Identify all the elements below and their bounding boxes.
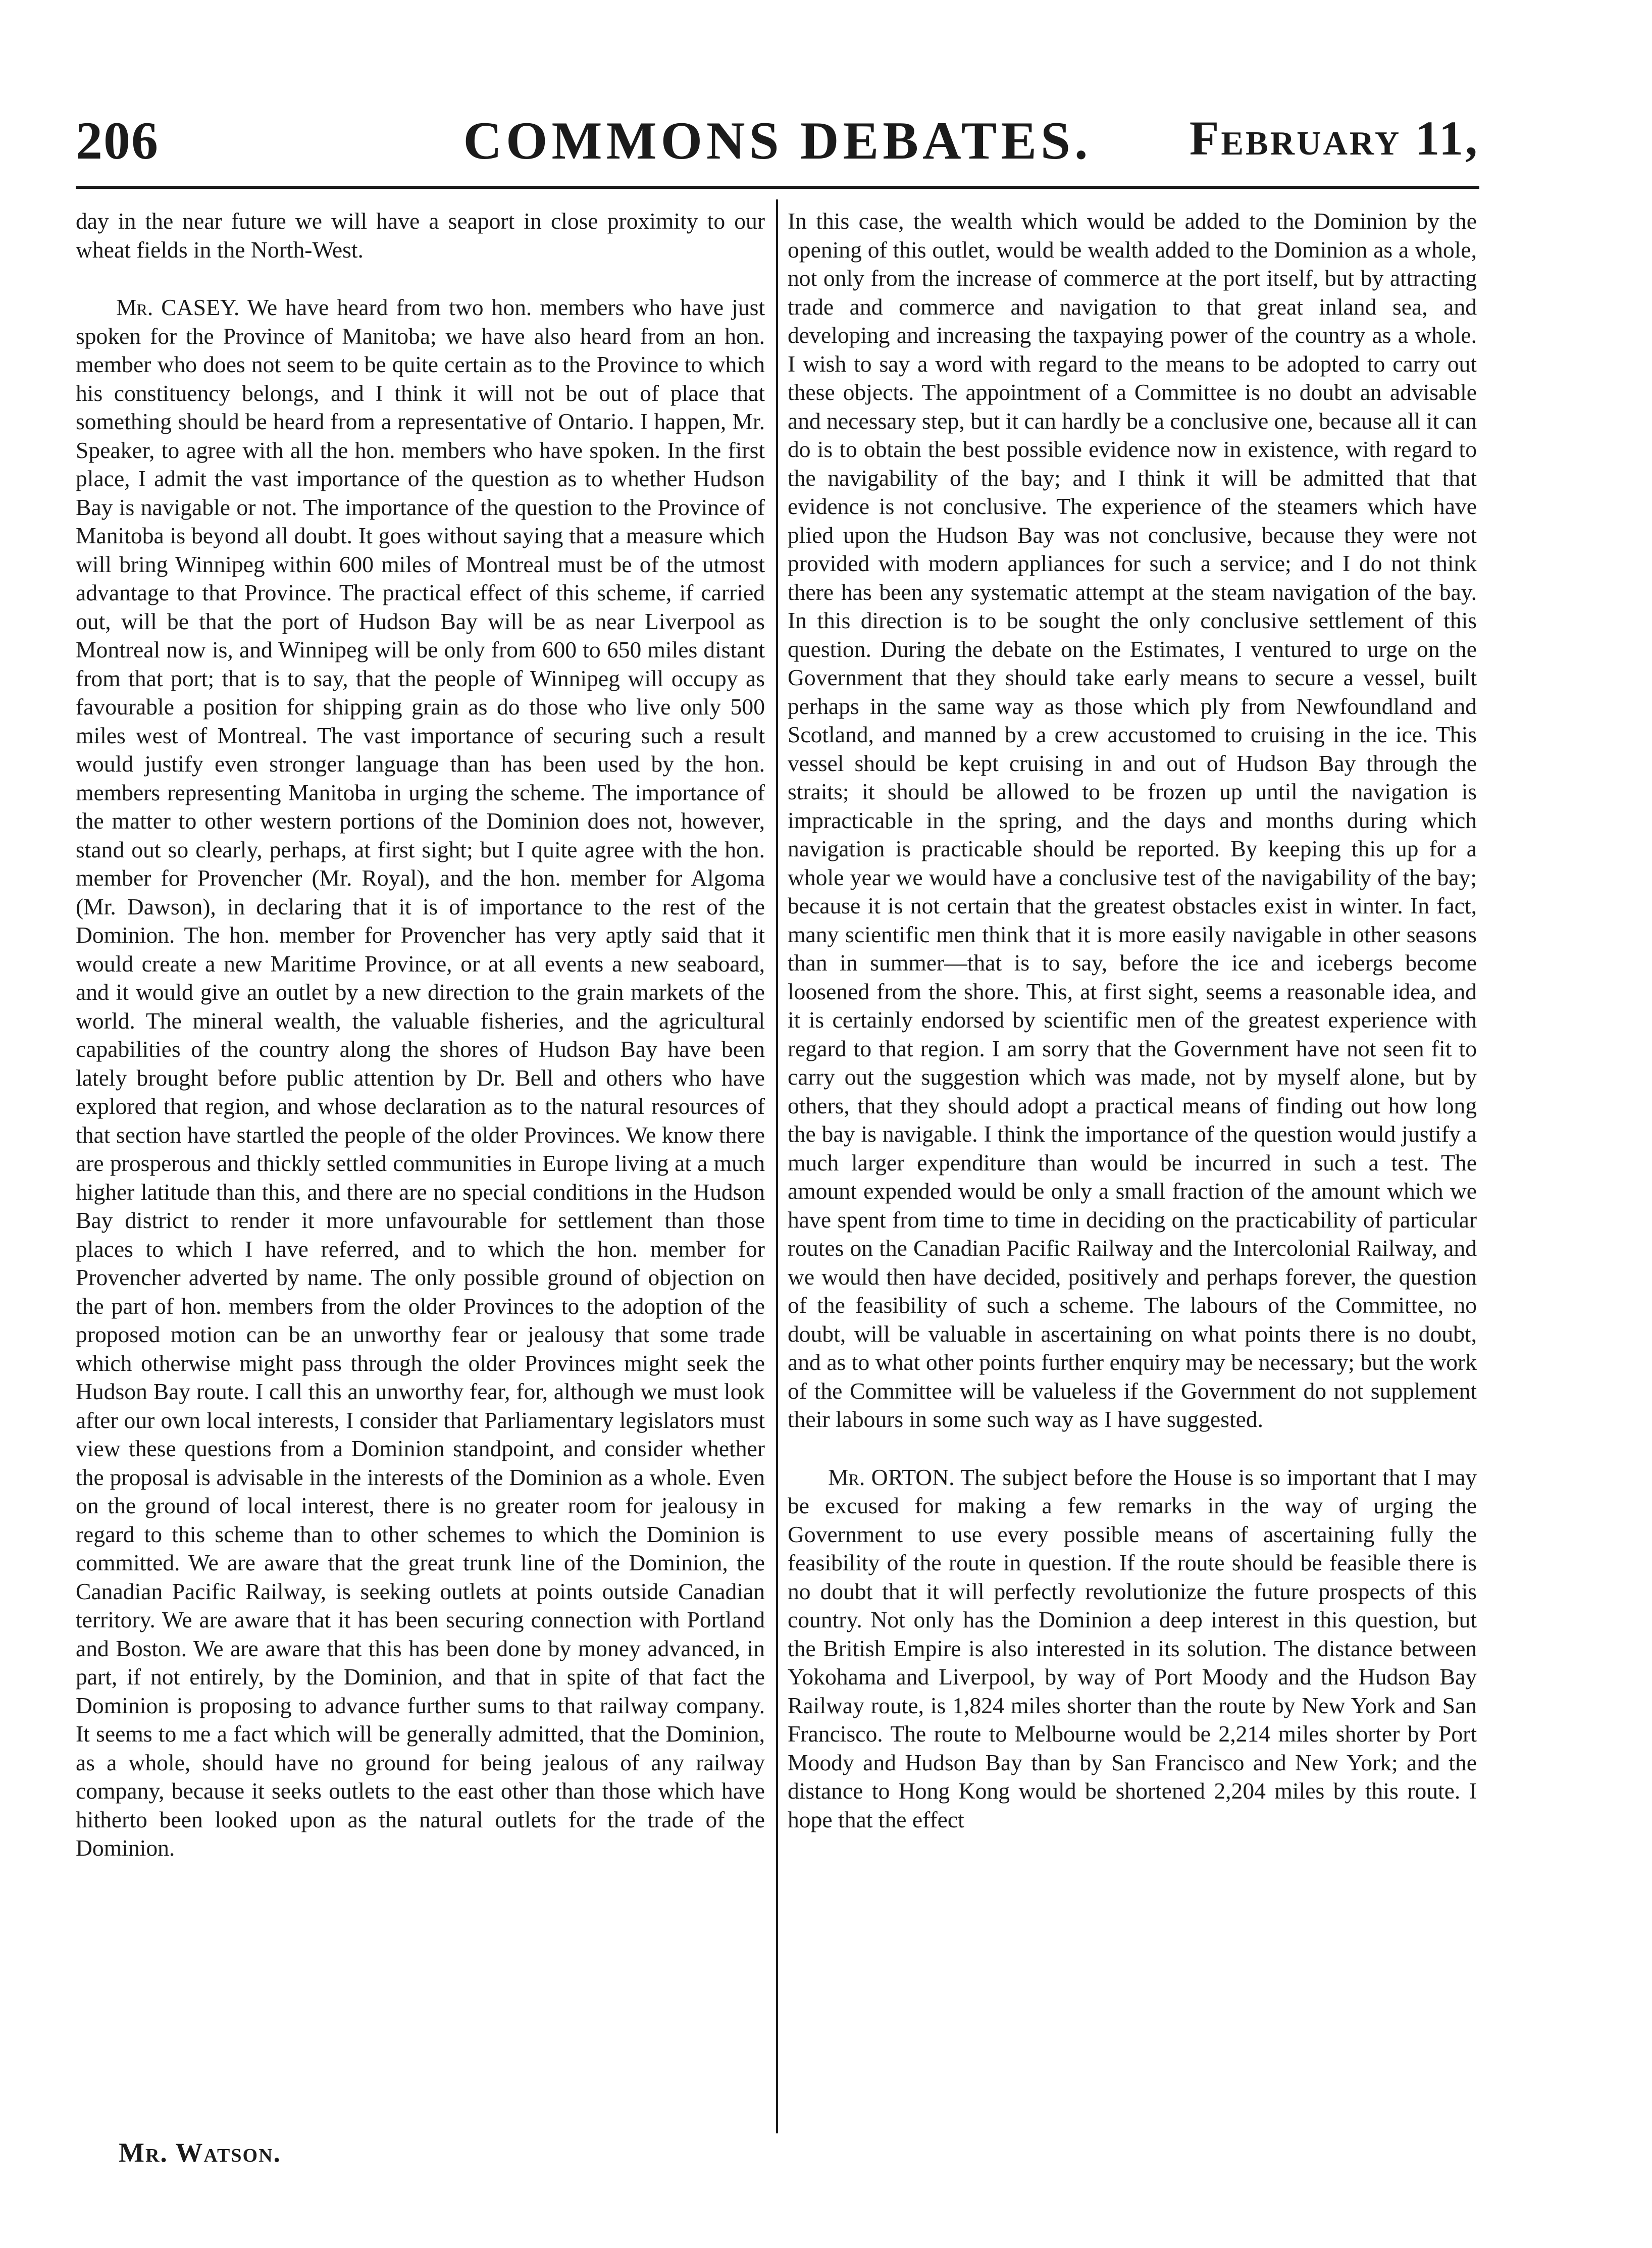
speech-text: We have heard from two hon. members who have just spoken for the Province of Manitoba; we have also heard from an hon. member who does not seem to be quite certain as to the Province to which his constituency belongs, and I think it will not be out of place that something should be heard from a representative of Ontario. I happen, Mr. Speaker, to agree with all the hon. members who have spoken. In the first place, I admit the vast importance of the question as to whether Hudson Bay is navigable or not. The importance of the question to the Province of Manitoba is beyond all doubt. It goes without saying that a measure which will bring Winnipeg within 600 miles of Montreal must be of the utmost advantage to that Province. The practical effect of this scheme, if carried out, will be that the port of Hudson Bay will be as near Liverpool as Montreal now is, and Winnipeg will be only from 600 to 650 miles distant from that port; that is to say, that the people of Winnipeg will occupy as favourable a position for shipping grain as do those who live only 500 miles west of Montreal. The vast importance of securing such a result would justify even stronger language than has been used by the hon. members representing Manitoba in urging the scheme. The importance of the matter to other western portions of the Dominion does not, however, stand out so clearly, perhaps, at first sight; but I quite agree with the hon. member for Provencher (Mr. Royal), and the hon. member for Algoma (Mr. Dawson), in declaring that it is of importance to the rest of the Dominion. The hon. member for Provencher has very aptly said that it would create a new Maritime Province, or at all events a new seaboard, and it would give an outlet by a new direction to the grain markets of the world. The mineral wealth, the valuable fisheries, and the agricultural capabilities of the country along the shores of Hudson Bay have been lately brought before public attention by Dr. Bell and others who have explored that region, and whose declaration as to the natural resources of that section have startled the people of the older Provinces. We know there are prosperous and thickly settled communities in Europe living at a much higher latitude than this, and there are no special conditions in the Hudson Bay district to render it more unfavourable for settlement than those places to which I have referred, and to which the hon. member for Provencher adverted by name. The only possible ground of objection on the part of hon. members from the older Provinces to the adoption of the proposed motion can be an unworthy fear or jealousy that some trade which otherwise might pass through the older Provinces might seek the Hudson Bay route. I call this an unworthy fear, for, although we must look after our own local interests, I consider that Parliamentary legislators must view these questions from a Dominion standpoint, and consider whether the proposal is advisable in the interests of the Dominion as a whole. Even on the ground of local interest, there is no greater room for jealousy in regard to this scheme than to other schemes to which the Dominion is committed. We are aware that the great trunk line of the Dominion, the Canadian Pacific Railway, is seeking outlets at points outside Canadian territory. We are aware that it has been securing connection with Portland and Boston. We are aware that this has been done by money advanced, in part, if not entirely, by the Dominion, and that in spite of that fact the Dominion is proposing to advance further sums to that railway company. It seems to me a fact which will be generally admitted, that the Dominion, as a whole, should have no ground for being jealous of any railway company, because it seeks outlets to the east other than those which have hitherto been looked upon as the natural outlets for the trade of the Dominion. (76, 294, 765, 1861)
speech-paragraph (788, 1463, 1477, 1834)
page-number: 206 (76, 111, 159, 170)
paragraph-continued: In this case, the wealth which would be added to the Dominion by the opening of this outlet, would be wealth added to the Dominion as a whole, not only from the increase of commerce at the port itself, but by attracting trade and commerce and navigation to that great inland sea, and developing and increasing the taxpaying power of the country as a whole. I wish to say a word with regard to the means to be adopted to carry out these objects. The appointment of a Committee is no doubt an advisable and necessary step, but it can hardly be a conclusive one, because all it can do is to obtain the best possible evidence now in existence, with regard to the navigability of the bay; and I think it will be admitted that that evidence is not conclusive. The experience of the steamers which have plied upon the Hudson Bay was not conclusive, because they were not provided with modern appliances for such a service; and I do not think there has been any systematic attempt at the steam navigation of the bay. In this direction is to be sought the only conclusive settlement of this question. During the debate on the Estimates, I ventured to urge on the Government that they should take early means to secure a vessel, built perhaps in the same way as those which ply from Newfoundland and Scotland, and manned by a crew accustomed to cruising in the ice. This vessel should be kept cruising in and out of Hudson Bay through the straits; it should be allowed to be frozen up until the navigation is impracticable in the spring, and the days and months during which navigation is practicable should be reported. By keeping this up for a whole year we would have a conclusive test of the navigability of the bay; because it is not certain that the greatest obstacles exist in winter. In fact, many scientific men think that it is more easily navigable in other seasons than in summer—that is to say, before the ice and icebergs become loosened from the shore. This, at first sight, seems a reasonable idea, and it is certainly endorsed by scientific men of the greatest experience with regard to that region. I am sorry that the Government have not seen fit to carry out the suggestion which was made, not by myself alone, but by others, that they should adopt a practical means of finding out how long the bay is navigable. I think the importance of the question would justify a much larger expenditure than would be incurred in such a test. The amount expended would be only a small fraction of the amount which we have spent from time to time in deciding on the practicability of particular routes on the Canadian Pacific Railway and the Intercolonial Railway, and we would then have decided, positively and perhaps forever, the question of the feasibility of such a scheme. The labours of the Committee, no doubt, will be valuable in ascertaining on what points there is no doubt, and as to what other points further enquiry may be necessary; but the work of the Committee will be valueless if the Government do not supplement their labours in some such way as I have suggested. (788, 208, 1477, 1432)
header-rule (76, 186, 1479, 189)
paragraph-continued: day in the near future we will have a seaport in close proximity to our wheat fields in the North-West. (76, 208, 765, 263)
column-divider (776, 199, 778, 2133)
right-column (788, 207, 1477, 2136)
page-title: COMMONS DEBATES. (463, 111, 1092, 170)
speech-text: The subject before the House is so important that I may be excused for making a few remarks in the way of urging the Government to use every possible means of ascertaining fully the feasibility of the route in question. If the route should be feasible there is no doubt that it will perfectly revolutionize the future prospects of this country. Not only has the Dominion a deep interest in this question, but the British Empire is also interested in its solution. The distance between Yokohama and Liverpool, by way of Port Moody and the Hudson Bay Railway route, is 1,824 miles shorter than the route by New York and San Francisco. The route to Melbourne would be 2,214 miles shorter by Port Moody and Hudson Bay than by San Francisco and New York; and the distance to Hong Kong would be shortened 2,204 miles by this route. I hope that the effect (788, 1464, 1477, 1832)
speaker-name: Mr. CASEY. (116, 294, 240, 320)
left-column (76, 207, 765, 2136)
page-header (76, 101, 1479, 177)
footer-catchword: Mr. Watson. (119, 2137, 282, 2168)
speech-paragraph (76, 293, 765, 1863)
speaker-name: Mr. ORTON. (828, 1464, 955, 1490)
page-date: February 11, (1189, 111, 1479, 165)
